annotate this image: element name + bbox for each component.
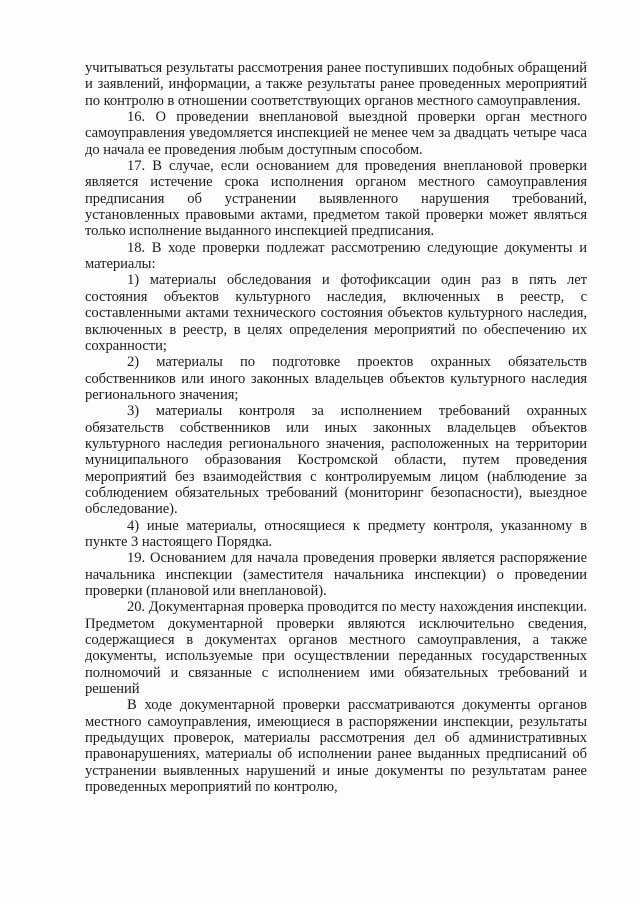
list-item-18-3: 3) материалы контроля за исполнением требований охранных обязательств собственников или иных законных владельцев объектов культурного наследия регионального значения, расположенных на территории муниципального образования Костромской области, путем проведения мероприятий без взаимодействия с контролируемым лицом (наблюдение за соблюдением обязательных требований (мониторинг безопасности), выездное обследование). <box>85 403 587 518</box>
document-body <box>85 60 587 795</box>
list-item-18-1: 1) материалы обследования и фотофиксации один раз в пять лет состояния объектов культурного наследия, включенных в реестр, с составленными актами технического состояния объектов культурного наследия, включенных в реестр, в целях определения мероприятий по обеспечению их сохранности; <box>85 272 587 354</box>
paragraph-item-17: 17. В случае, если основанием для проведения внеплановой проверки является истечение срока исполнения органом местного самоуправления предписания об устранении выявленного нарушения требований, установленных правовыми актами, предметом такой проверки может являться только исполнение выданного инспекцией предписания. <box>85 158 587 240</box>
list-item-18-4: 4) иные материалы, относящиеся к предмету контроля, указанному в пункте 3 настоящего Порядка. <box>85 517 587 550</box>
list-item-18-2: 2) материалы по подготовке проектов охранных обязательств собственников или иного законных владельцев объектов культурного наследия регионального значения; <box>85 354 587 403</box>
paragraph-item-20-continued: В ходе документарной проверки рассматриваются документы органов местного самоуправления, имеющиеся в распоряжении инспекции, результаты предыдущих проверок, материалы рассмотрения дел об административных правонарушениях, материалы об исполнении ранее выданных предписаний об устранении выявленных нарушений и иные документы по результатам ранее проведенных мероприятий по контролю, <box>85 697 587 796</box>
paragraph-item-19: 19. Основанием для начала проведения проверки является распоряжение начальника инспекции (заместителя начальника инспекции) о проведении проверки (плановой или внеплановой). <box>85 550 587 599</box>
paragraph-item-16: 16. О проведении внеплановой выездной проверки орган местного самоуправления уведомляется инспекцией не менее чем за двадцать четыре часа до начала ее проведения любым доступным способом. <box>85 109 587 158</box>
paragraph-continuation: учитываться результаты рассмотрения ранее поступивших подобных обращений и заявлений, информации, а также результаты ранее проведенных мероприятий по контролю в отношении соответствующих органов местного самоуправления. <box>85 60 587 109</box>
paragraph-item-20: 20. Документарная проверка проводится по месту нахождения инспекции. Предметом документарной проверки являются исключительно сведения, содержащиеся в документах органов местного самоуправления, а также документы, используемые при осуществлении переданных государственных полномочий и связанные с исполнением ими обязательных требований и решений <box>85 599 587 698</box>
paragraph-item-18: 18. В ходе проверки подлежат рассмотрению следующие документы и материалы: <box>85 239 587 273</box>
